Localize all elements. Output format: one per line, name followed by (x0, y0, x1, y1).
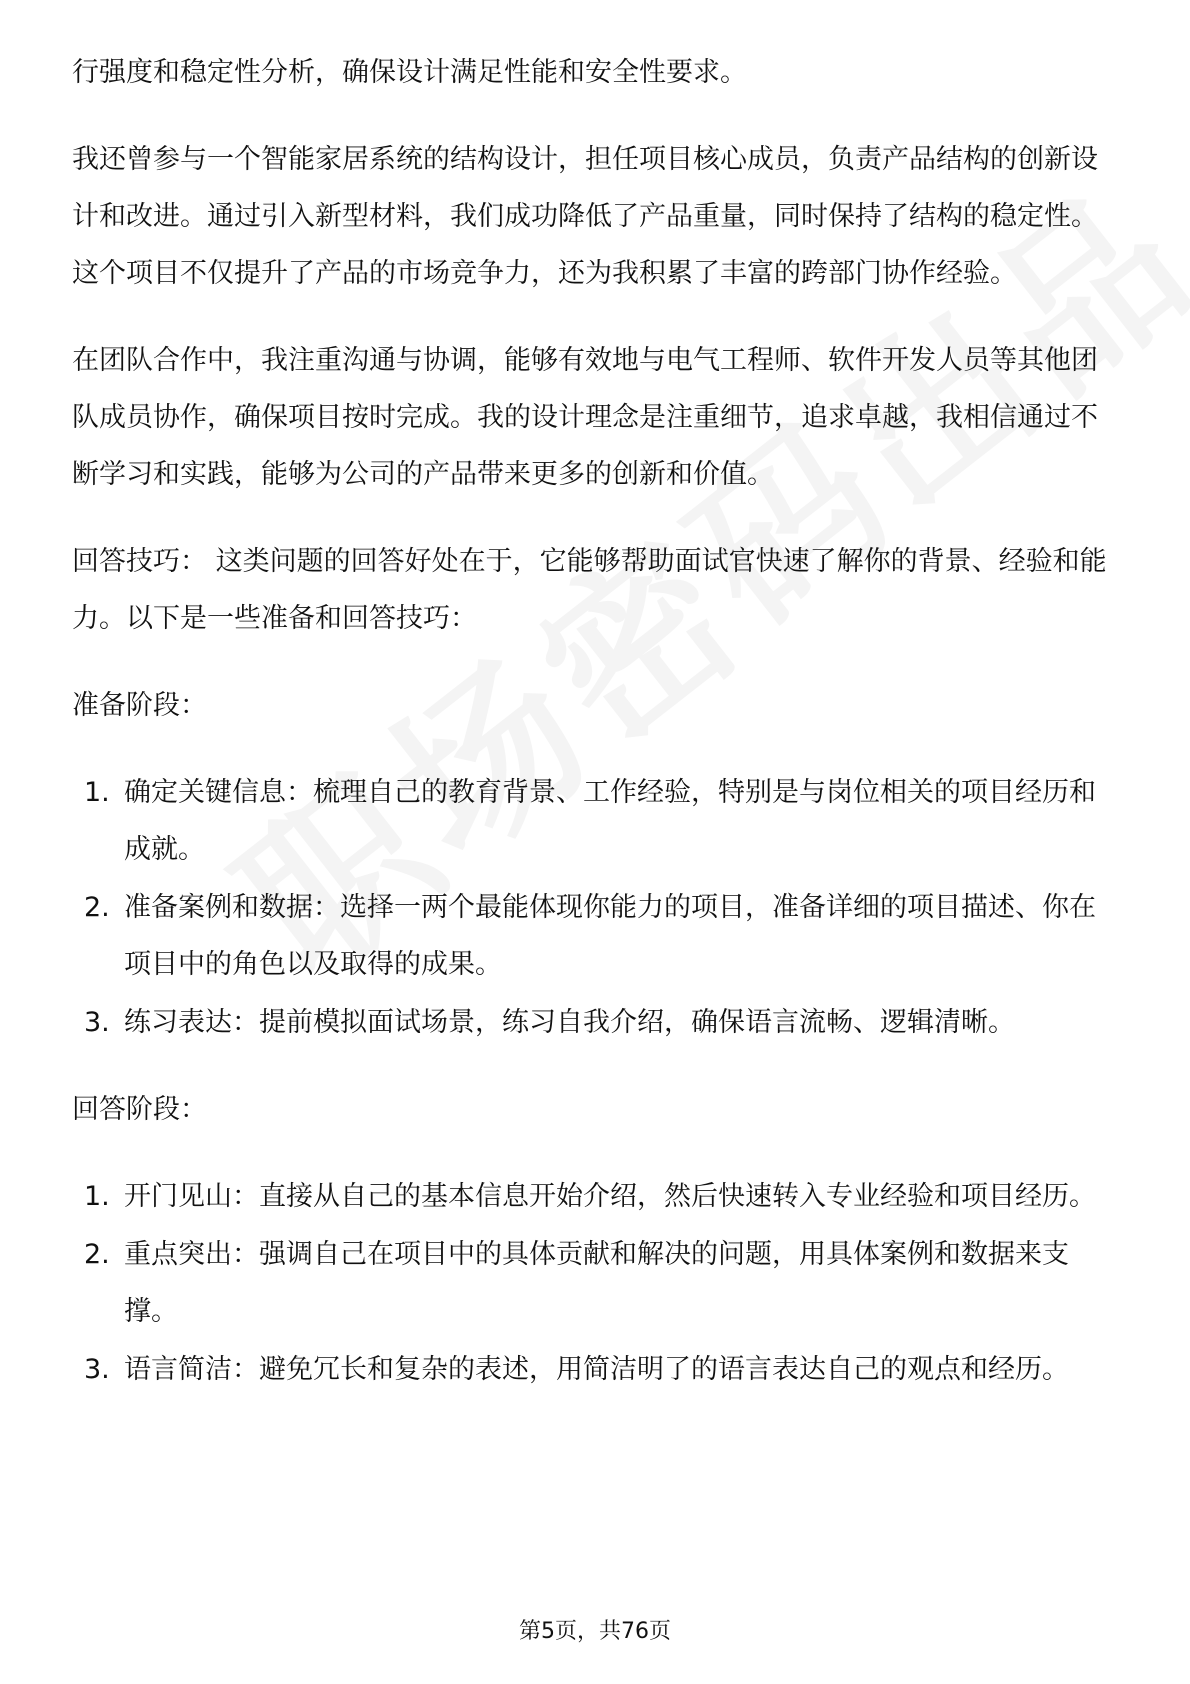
list-item-number: 1. (84, 1181, 110, 1212)
list-item (72, 994, 1118, 1051)
list-item (72, 879, 1118, 993)
list-item (72, 1168, 1118, 1225)
list-item-text: 重点突出：强调自己在项目中的具体贡献和解决的问题，用具体案例和数据来支撑。 (124, 1239, 1069, 1327)
list-item-number: 1. (84, 777, 110, 808)
answer-stage-heading: 回答阶段： (72, 1094, 207, 1125)
list-item-text: 确定关键信息：梳理自己的教育背景、工作经验，特别是与岗位相关的项目经历和成就。 (124, 777, 1096, 865)
list-item (72, 764, 1118, 878)
list-item-number: 2. (84, 1239, 110, 1270)
list-item-number: 3. (84, 1007, 110, 1038)
paragraph-smart-home-project: 我还曾参与一个智能家居系统的结构设计，担任项目核心成员，负责产品结构的创新设计和改进。通过引入新型材料，我们成功降低了产品重量，同时保持了结构的稳定性。这个项目不仅提升了产品的市场竞争力，还为我积累了丰富的跨部门协作经验。 (72, 144, 1098, 289)
list-item-text: 练习表达：提前模拟面试场景，练习自我介绍，确保语言流畅、逻辑清晰。 (124, 1007, 1015, 1038)
paragraph-teamwork: 在团队合作中，我注重沟通与协调，能够有效地与电气工程师、软件开发人员等其他团队成员协作，确保项目按时完成。我的设计理念是注重细节，追求卓越，我相信通过不断学习和实践，能够为公司的产品带来更多的创新和价值。 (72, 345, 1098, 490)
list-item-text: 准备案例和数据：选择一两个最能体现你能力的项目，准备详细的项目描述、你在项目中的角色以及取得的成果。 (124, 892, 1096, 980)
prep-stage-list (72, 764, 1118, 1051)
paragraph-strength-analysis: 行强度和稳定性分析，确保设计满足性能和安全性要求。 (72, 57, 747, 88)
list-item (72, 1341, 1118, 1398)
list-item-number: 3. (84, 1354, 110, 1385)
paragraph-answer-tips: 回答技巧： 这类问题的回答好处在于，它能够帮助面试官快速了解你的背景、经验和能力。以下是一些准备和回答技巧： (72, 546, 1107, 634)
list-item-number: 2. (84, 892, 110, 923)
list-item (72, 1226, 1118, 1340)
answer-stage-list (72, 1168, 1118, 1398)
prep-stage-heading: 准备阶段： (72, 690, 207, 721)
list-item-text: 语言简洁：避免冗长和复杂的表述，用简洁明了的语言表达自己的观点和经历。 (124, 1354, 1069, 1385)
page-number: 第5页，共76页 (519, 1619, 671, 1644)
list-item-text: 开门见山：直接从自己的基本信息开始介绍，然后快速转入专业经验和项目经历。 (124, 1181, 1096, 1212)
page-content (72, 44, 1118, 1428)
